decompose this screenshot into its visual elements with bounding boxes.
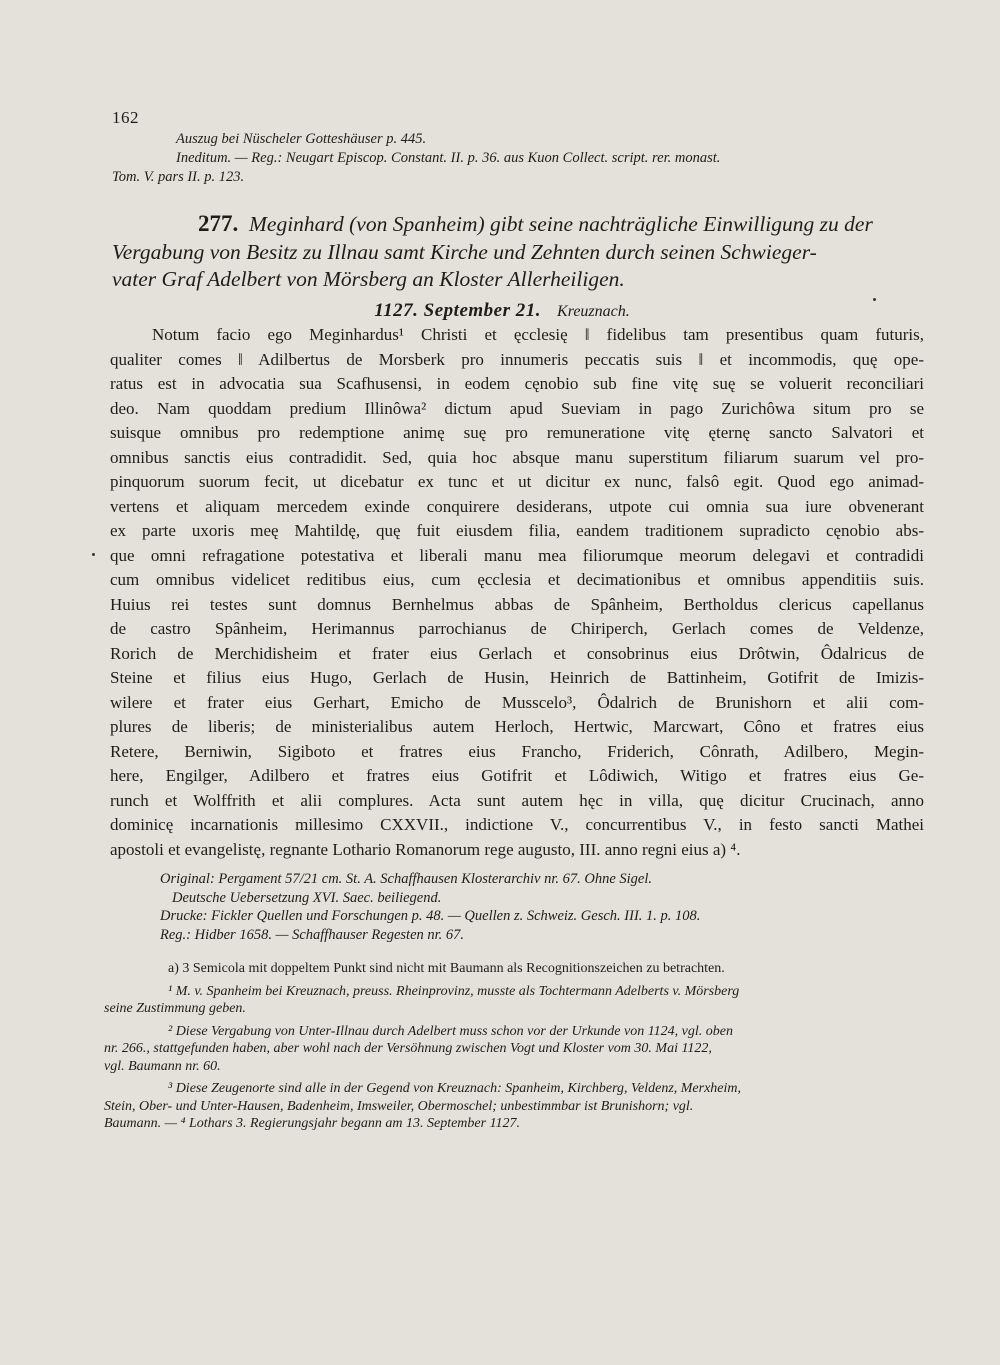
source-note: Drucke: Fickler Quellen und Forschungen p. 48. — Quellen z. Schweiz. Gesch. III. 1. p. 108.	[160, 908, 701, 924]
source-note: Deutsche Uebersetzung XVI. Saec. beiliegend.	[172, 889, 442, 906]
footnote	[104, 983, 934, 1018]
ink-speck	[92, 553, 95, 556]
footnote-line: Stein, Ober- und Unter-Hausen, Badenheim, Imsweiler, Obermoschel; unbestimmbar ist Brunishorn; vgl.	[104, 1098, 694, 1114]
text-line: que omni refragatione potestativa et liberali manu mea filiorumque meorum delegavi et contradidi	[110, 545, 924, 565]
page-number: 162	[112, 108, 139, 127]
source-note: Reg.: Hidber 1658. — Schaffhauser Regesten nr. 67.	[160, 926, 465, 943]
text-line: Rorich de Merchidisheim et frater eius Gerlach et consobrinus eius Drôtwin, Ôdalricus de	[110, 643, 924, 663]
text-line: wilere et frater eius Gerhart, Emicho de Musscelo³, Ôdalrich de Brunishorn et alii com-	[110, 692, 924, 712]
footnote	[104, 1080, 934, 1133]
source-note: Original: Pergament 57/21 cm. St. A. Schaffhausen Klosterarchiv nr. 67. Ohne Sigel.	[160, 871, 653, 887]
charter-heading	[112, 210, 934, 294]
text-line: dominicę incarnationis millesimo CXXVII., indictione V., concurrentibus V., in festo sancti Mathei	[110, 815, 924, 834]
charter-place: Kreuznach.	[557, 303, 630, 320]
footnote-line: vgl. Baumann nr. 60.	[104, 1058, 221, 1074]
footnote-line: ¹ M. v. Spanheim bei Kreuznach, preuss. Rheinprovinz, musste als Tochtermann Adelberts v. Mörsberg	[168, 983, 740, 999]
heading-line: vater Graf Adelbert von Mörsberg an Kloster Allerheiligen.	[112, 267, 625, 291]
footnotes	[104, 960, 934, 1138]
text-line: vertens et aliquam mercedem exinde conquirere desiderans, utpote cui omnia sua iure obvenerant	[110, 496, 924, 516]
text-line: qualiter comes ‖ Adilbertus de Morsberk pro innumeris peccatis suis ‖ et incommodis, quę ope-	[110, 349, 924, 369]
text-line: runch et Wolffrith et alii complures. Acta sunt autem hęc in villa, quę dicitur Crucinach, anno	[110, 790, 924, 810]
footnote-line: ³ Diese Zeugenorte sind alle in der Gegend von Kreuznach: Spanheim, Kirchberg, Veldenz, Merxheim,	[168, 1081, 742, 1096]
footnote	[104, 1023, 934, 1076]
charter-text	[110, 323, 924, 862]
text-line: deo. Nam quoddam predium Illinôwa² dictum apud Sueviam in pago Zurichôwa situm pro se	[110, 398, 924, 418]
heading-line: Meginhard (von Spanheim) gibt seine nachträgliche Einwilligung zu der	[249, 212, 873, 236]
text-line: ratus est in advocatia sua Scafhusensi, in eodem cęnobio sub fine vitę suę se voluerit reconciliari	[110, 374, 924, 393]
text-line: Steine et filius eius Hugo, Gerlach de Husin, Heinrich de Battinheim, Gotifrit de Imizis-	[110, 668, 924, 687]
footnote-line: nr. 266., stattgefunden haben, aber wohl nach der Versöhnung zwischen Vogt und Kloster vom 30. Mai 1122,	[104, 1041, 712, 1056]
text-line: Retere, Berniwin, Sigiboto et fratres eius Francho, Friderich, Cônrath, Adilbero, Megin-	[110, 741, 924, 761]
document-number: 277.	[198, 211, 239, 236]
footnote-line: seine Zustimmung geben.	[104, 1001, 246, 1016]
reference-line: Ineditum. — Reg.: Neugart Episcop. Constant. II. p. 36. aus Kuon Collect. script. rer. monast.	[176, 150, 721, 166]
heading-line: Vergabung von Besitz zu Illnau samt Kirche und Zehnten durch seinen Schwieger-	[112, 239, 817, 264]
text-line: Notum facio ego Meginhardus¹ Christi et ęcclesię ‖ fidelibus tam presentibus quam futuris,	[152, 325, 924, 344]
text-line: ex parte uxoris meę Mahtildę, quę fuit eiusdem filia, eandem traditionem supradicto cęnobio abs-	[110, 521, 924, 540]
text-line: Huius rei testes sunt domnus Bernhelmus abbas de Spânheim, Bertholdus clericus capellanus	[110, 594, 924, 614]
reference-line: Auszug bei Nüscheler Gotteshäuser p. 445.	[176, 131, 427, 147]
text-line: pinquorum suorum fecit, ut dicebatur ex tunc et ut dicitur ex nunc, falsô egit. Quod ego animad-	[110, 472, 924, 491]
footnote-line: ² Diese Vergabung von Unter-Illnau durch Adelbert muss schon vor der Urkunde von 1124, vgl. oben	[168, 1023, 733, 1039]
text-line: apostoli et evangelistę, regnante Lothario Romanorum rege augusto, III. anno regni eius a) ⁴.	[110, 839, 741, 859]
ink-speck	[873, 298, 876, 301]
footnote-line: a) 3 Semicola mit doppeltem Punkt sind nicht mit Baumann als Recognitionszeichen zu betrachten.	[168, 961, 725, 976]
footnote	[104, 960, 934, 978]
charter-date-line	[112, 300, 892, 322]
header-references	[112, 130, 932, 187]
text-line: de castro Spânheim, Herimannus parrochianus de Chiriperch, Gerlach comes de Veldenze,	[110, 619, 924, 638]
charter-date: 1127. September 21.	[374, 300, 542, 321]
reference-line: Tom. V. pars II. p. 123.	[112, 169, 245, 185]
source-notes	[160, 870, 930, 944]
footnote-line: Baumann. — ⁴ Lothars 3. Regierungsjahr begann am 13. September 1127.	[104, 1116, 521, 1131]
text-line: here, Engilger, Adilbero et fratres eius Gotifrit et Lôdiwich, Witigo et fratres eius Ge-	[110, 766, 924, 785]
text-line: plures de liberis; de ministerialibus autem Herloch, Hertwic, Marcwart, Côno et fratres eius	[110, 717, 924, 736]
text-line: omnibus sanctis eius contradidit. Sed, quia hoc absque manu superstitum filiarum suarum vel pro-	[110, 447, 924, 467]
text-line: suisque omnibus pro redemptione animę suę pro remuneratione vitę ęternę sancto Salvatori et	[110, 423, 924, 442]
text-line: cum omnibus videlicet reditibus eius, cum ęcclesia et decimationibus et omnibus appenditiis suis.	[110, 570, 924, 589]
